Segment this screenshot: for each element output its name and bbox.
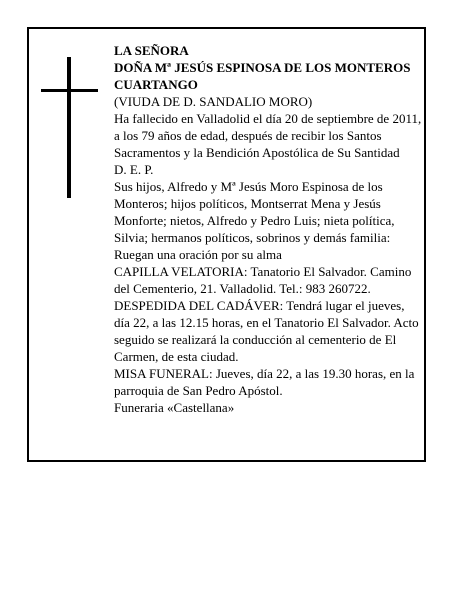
farewell-info: DESPEDIDA DEL CADÁVER: Tendrá lugar el jueves, día 22, a las 12.15 horas, en el Tanatorio El Salvador. Acto seguido se realizará la conducción al cementerio de El Carmen, de esta ciudad. (114, 298, 419, 364)
obituary-notice (27, 27, 426, 462)
obituary-text (114, 42, 422, 416)
cross-horizontal-bar (41, 89, 98, 92)
deceased-name: DOÑA Mª JESÚS ESPINOSA DE LOS MONTEROS CUARTANGO (114, 60, 411, 92)
funeral-mass-info: MISA FUNERAL: Jueves, día 22, a las 19.30 horas, en la parroquia de San Pedro Apóstol. (114, 366, 415, 398)
family-list: Sus hijos, Alfredo y Mª Jesús Moro Espinosa de los Monteros; hijos políticos, Montserrat Mena y Jesús Monforte; nietos, Alfredo y Pedro Luis; nieta política, Silvia; hermanos políticos, sobrinos y demás familia: (114, 179, 395, 245)
death-announcement: Ha fallecido en Valladolid el día 20 de septiembre de 2011, a los 79 años de edad, después de recibir los Santos Sacramentos y la Bendición Apostólica de Su Santidad (114, 111, 422, 160)
widow-of-line: (VIUDA DE D. SANDALIO MORO) (114, 94, 313, 109)
wake-info: CAPILLA VELATORIA: Tanatorio El Salvador. Camino del Cementerio, 21. Valladolid. Tel.: 983 260722. (114, 264, 412, 296)
cross-vertical-bar (67, 57, 71, 198)
notice-title: LA SEÑORA (114, 43, 189, 58)
funeral-home: Funeraria «Castellana» (114, 400, 235, 415)
rip-line: D. E. P. (114, 162, 154, 177)
prayer-request: Ruegan una oración por su alma (114, 247, 282, 262)
